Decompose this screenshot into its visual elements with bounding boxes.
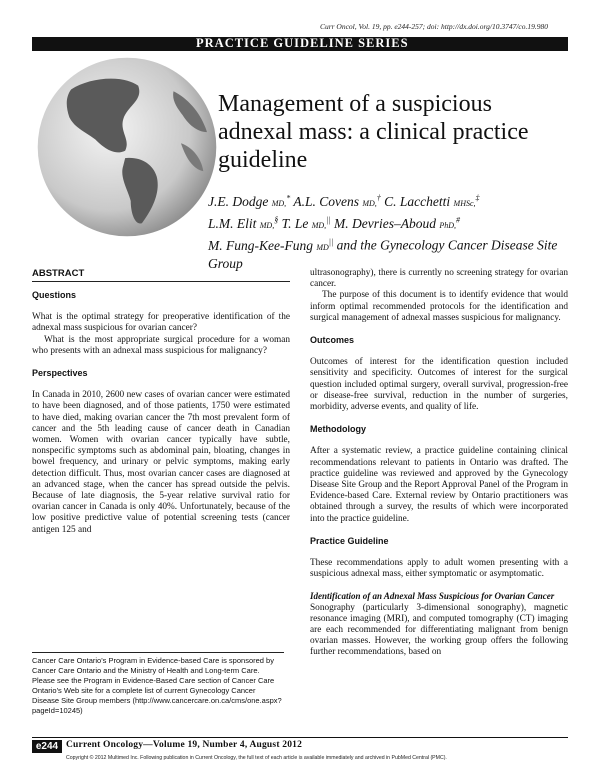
author: A.L. Covens MD,† xyxy=(293,193,381,209)
questions-paragraph: What is the optimal strategy for preoperative identification of the adnexal mass suspicious for ovarian cancer? xyxy=(32,312,290,334)
journal-footer: Current Oncology—Volume 19, Number 4, August 2012 xyxy=(66,740,303,750)
author-list xyxy=(208,190,578,273)
left-column xyxy=(32,290,290,536)
identification-paragraph: Sonography (particularly 3-dimensional sonography), magnetic resonance imaging (MRI), and computed tomography (CT) imaging are each recommended for differentiating malignant from benign ovarian masses. However, the working group offers the following further recommendations, based on xyxy=(310,602,568,658)
identification-heading: Identification of an Adnexal Mass Suspicious for Ovarian Cancer xyxy=(310,591,555,602)
body-paragraph: ultrasonography), there is currently no screening strategy for ovarian cancer. xyxy=(310,268,568,290)
copyright: Copyright © 2012 Multimed Inc. Following publication in Current Oncology, the full text of each article is available immediately and archived in PubMed Central (PMC). xyxy=(66,755,447,761)
author: J.E. Dodge MD,* xyxy=(208,193,291,209)
article-title: Management of a suspicious adnexal mass: a clinical practice guideline xyxy=(218,91,529,173)
outcomes-paragraph: Outcomes of interest for the identification question included sensitivity and specificity. Outcomes of interest for the surgical question included optimal surgery, overall survival, progression-free or disease-free survival, reduction in the number of surgeries, morbidity, adverse events, and quality of life. xyxy=(310,357,568,413)
body-paragraph: The purpose of this document is to identify evidence that would inform optimal recommended protocols for the identification and surgical management of adnexal masses suspicious for malignancy. xyxy=(310,290,568,323)
footer-rule xyxy=(32,737,568,738)
guideline-heading: Practice Guideline xyxy=(310,535,389,546)
footnote-rule xyxy=(32,652,284,653)
questions-paragraph: What is the most appropriate surgical procedure for a woman who presents with an adnexal mass suspicious for malignancy? xyxy=(32,334,290,356)
author: M. Devries–Aboud PhD,# xyxy=(333,215,460,231)
globe-icon xyxy=(34,54,220,240)
series-title: PRACTICE GUIDELINE SERIES xyxy=(196,36,409,50)
abstract-heading: ABSTRACT xyxy=(32,268,85,279)
outcomes-heading: Outcomes xyxy=(310,335,355,346)
methodology-paragraph: After a systematic review, a practice guideline containing clinical recommendations relevant to patients in Ontario was drafted. The practice guideline was reviewed and approved by the Gynecology Disease Site Group and the Report Approval Panel of the Program in Evidence-based Care. External review by Ontario practitioners was obtained through a survey, the results of which were incorporated into the practice guideline. xyxy=(310,446,568,524)
questions-heading: Questions xyxy=(32,290,77,300)
author: M. Fung-Kee-Fung MD|| xyxy=(208,237,334,253)
citation: Curr Oncol, Vol. 19, pp. e244-257; doi: http://dx.doi.org/10.3747/co.19.980 xyxy=(319,22,548,31)
author: L.M. Elit MD,§ xyxy=(208,215,279,231)
footnote: Cancer Care Ontario's Program in Evidence-based Care is sponsored by Cancer Care Ontario and the Ministry of Health and Long-term Care. Please see the Program in Evidence-Based Care section of Cancer Care Ontario's Web site for a complete list of current Gynecology Cancer Disease Site Group members (http://www.cancercare.on.ca/cms/one.aspx?pageId=10245) xyxy=(32,656,282,715)
guideline-paragraph: These recommendations apply to adult women presenting with a suspicious adnexal mass, either symptomatic or asymptomatic. xyxy=(310,558,568,580)
perspectives-paragraph: In Canada in 2010, 2600 new cases of ovarian cancer were estimated to have been diagnosed, and of those patients, 1750 were estimated to have died, making ovarian cancer the 7th most prevalent form of cancer and the 5th leading cause of cancer death in Canadian women. Women with ovarian cancer typically have subtle, nonspecific symptoms such as abdominal pain, bloating, changes in bowel frequency, and urinary or pelvic symptoms, making early detection difficult. Thus, most ovarian cancer cases are diagnosed at an advanced stage, when the cancer has spread outside the pelvis. Because of late diagnosis, the 5-year relative survival ratio for ovarian cancer in Canada is only 40%. Unfortunately, because of the low positive predictive value of potential screening tests (cancer antigen 125 and xyxy=(32,390,290,535)
author: T. Le MD,|| xyxy=(281,215,331,231)
right-column xyxy=(310,268,568,659)
authors-tail: and the Gynecology Cancer Disease Site Group xyxy=(208,237,558,271)
page-number: e244 xyxy=(32,740,62,753)
methodology-heading: Methodology xyxy=(310,424,366,435)
author: C. Lacchetti MHSc,‡ xyxy=(384,193,480,209)
abstract-rule xyxy=(32,281,290,282)
perspectives-heading: Perspectives xyxy=(32,368,88,379)
